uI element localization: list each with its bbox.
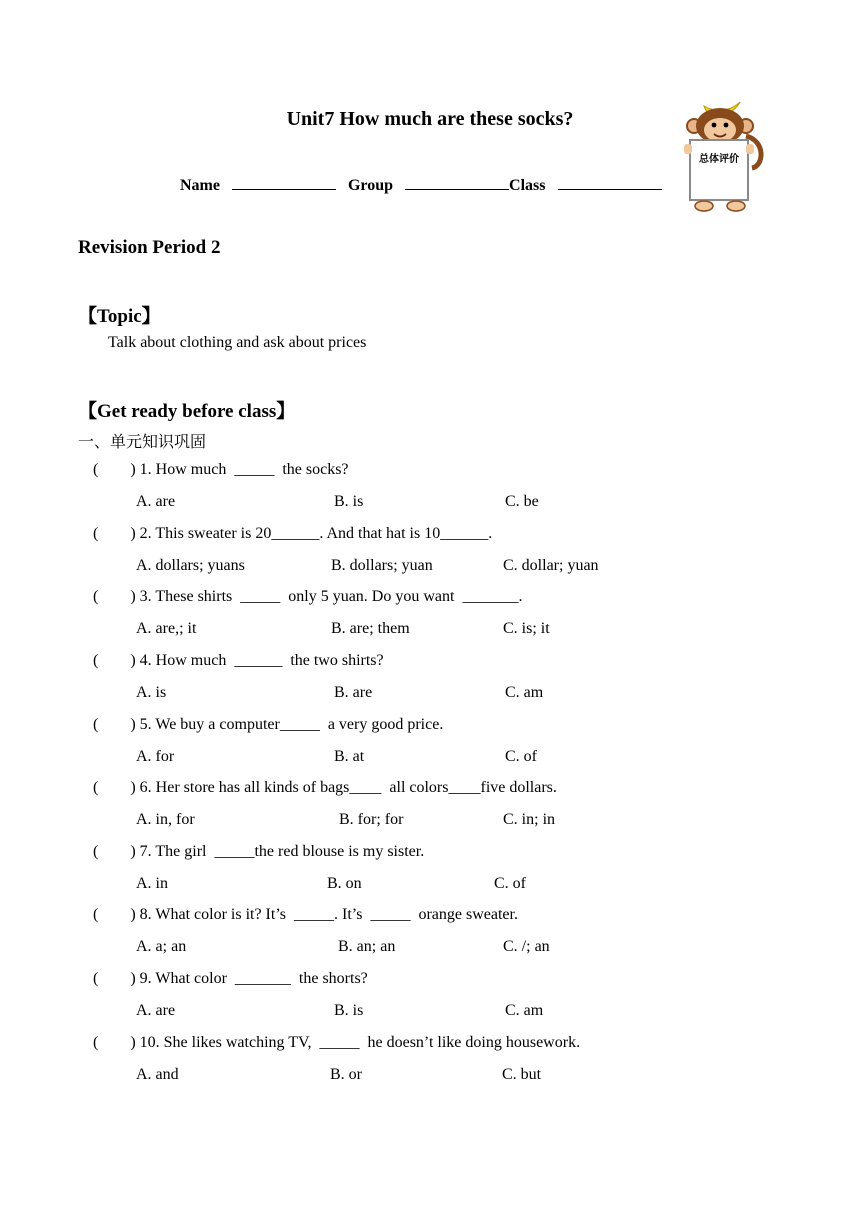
option-c: C. but (502, 1066, 542, 1083)
class-blank[interactable] (558, 175, 662, 190)
option-b: B. are (334, 684, 373, 701)
option-b: B. dollars; yuan (331, 557, 433, 574)
question-stem: ( ) 2. This sweater is 20______. And that hat is 10______. (93, 525, 493, 542)
option-c: C. in; in (503, 811, 556, 828)
topic-heading: 【Topic】 (78, 306, 161, 327)
monkey-badge-icon (676, 96, 764, 214)
knowledge-subheading: 一、单元知识巩固 (78, 432, 207, 451)
option-a: A. is (136, 684, 167, 701)
question-stem: ( ) 7. The girl _____the red blouse is my sister. (93, 843, 425, 860)
option-b: B. are; them (331, 620, 410, 637)
question-stem: ( ) 8. What color is it? It’s _____. It’s _____ orange sweater. (93, 906, 518, 923)
option-c: C. be (505, 493, 539, 510)
option-a: A. for (136, 748, 175, 765)
page-title: Unit7 How much are these socks? (286, 108, 574, 130)
option-a: A. are (136, 1002, 176, 1019)
option-b: B. is (334, 1002, 364, 1019)
option-c: C. is; it (503, 620, 550, 637)
name-blank[interactable] (232, 175, 336, 190)
option-a: A. and (136, 1066, 179, 1083)
group-label: Group (347, 177, 394, 194)
option-c: C. dollar; yuan (503, 557, 599, 574)
name-row (180, 175, 662, 195)
name-label: Name (180, 177, 220, 194)
option-a: A. in, for (136, 811, 195, 828)
badge-text: 总体评价 (699, 154, 739, 165)
option-c: C. of (494, 875, 526, 892)
question-stem: ( ) 9. What color _______ the shorts? (93, 970, 368, 987)
option-c: C. am (505, 684, 544, 701)
option-c: C. of (505, 748, 537, 765)
question-stem: ( ) 6. Her store has all kinds of bags____ all colors____five dollars. (93, 779, 557, 796)
option-c: C. am (505, 1002, 544, 1019)
option-a: A. are,; it (136, 620, 197, 637)
option-b: B. an; an (338, 938, 396, 955)
option-a: A. in (136, 875, 168, 892)
question-stem: ( ) 5. We buy a computer_____ a very good price. (93, 716, 444, 733)
option-b: B. on (327, 875, 362, 892)
option-a: A. a; an (136, 938, 187, 955)
option-b: B. is (334, 493, 364, 510)
option-b: B. or (330, 1066, 362, 1083)
get-ready-heading: 【Get ready before class】 (78, 401, 296, 422)
question-stem: ( ) 4. How much ______ the two shirts? (93, 652, 384, 669)
group-blank[interactable] (405, 175, 509, 190)
option-a: A. are (136, 493, 176, 510)
option-b: B. at (334, 748, 365, 765)
question-stem: ( ) 1. How much _____ the socks? (93, 461, 349, 478)
class-label: Class (509, 177, 546, 194)
topic-text: Talk about clothing and ask about prices (108, 334, 367, 351)
option-c: C. /; an (503, 938, 550, 955)
question-stem: ( ) 3. These shirts _____ only 5 yuan. Do you want _______. (93, 588, 523, 605)
option-a: A. dollars; yuans (136, 557, 245, 574)
revision-heading: Revision Period 2 (78, 237, 221, 258)
option-b: B. for; for (339, 811, 404, 828)
question-stem: ( ) 10. She likes watching TV, _____ he doesn’t like doing housework. (93, 1034, 581, 1051)
